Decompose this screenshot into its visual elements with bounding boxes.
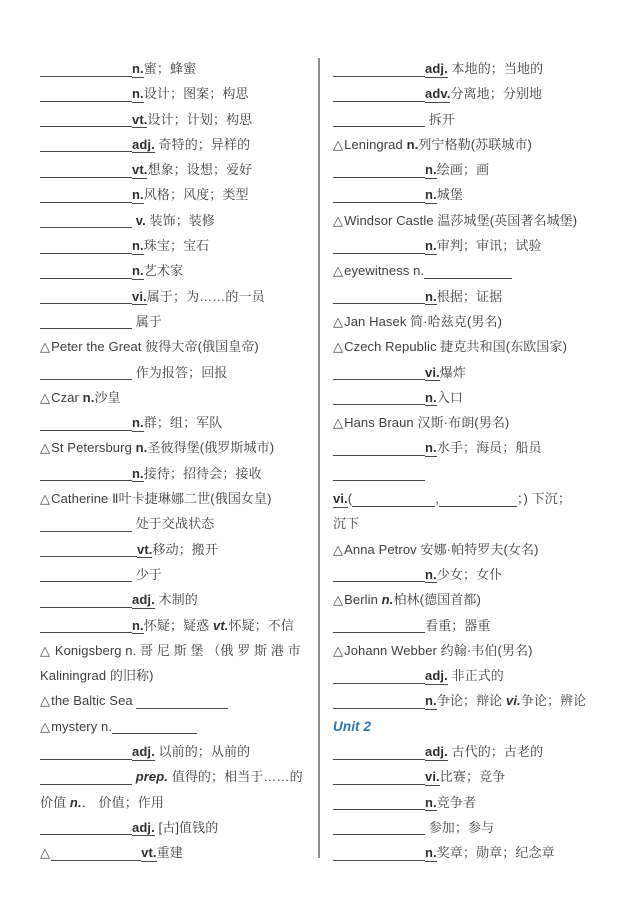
pos-tag: n. (425, 693, 437, 709)
blank-underline (40, 248, 132, 254)
text-run: 重建 (156, 845, 183, 861)
pos-tag: vi. (505, 693, 521, 709)
triangle-marker: △ (333, 313, 344, 329)
pos-tag: n. (425, 288, 437, 304)
triangle-marker: △ (40, 718, 51, 734)
blank-underline (424, 273, 512, 279)
vocab-row (40, 815, 316, 840)
text-run: Johann Webber 约翰·韦伯(男名) (344, 642, 533, 658)
text-run: 装饰；装修 (145, 212, 216, 228)
pos-tag: adj. (132, 136, 155, 152)
triangle-marker: △ (333, 415, 344, 431)
blank-underline (40, 602, 132, 608)
pos-tag: prep. (135, 769, 169, 785)
triangle-marker: △ (40, 491, 51, 507)
unit-heading: Unit 2 (333, 718, 372, 734)
vocab-row (40, 410, 316, 435)
pos-tag: adj. (425, 744, 448, 760)
text-run: 属于 (132, 313, 162, 329)
blank-underline (112, 728, 197, 734)
pos-tag: n. (135, 440, 148, 456)
pos-tag: vi. (425, 769, 440, 785)
pos-tag: n. (132, 263, 144, 279)
blank-underline (40, 222, 132, 228)
blank-underline (40, 121, 132, 127)
vocab-row (333, 334, 615, 359)
text-run: 古代的；古老的 (447, 744, 544, 760)
pos-tag: n. (132, 465, 144, 481)
triangle-marker: △ (333, 339, 344, 355)
text-run: 沙皇 (94, 389, 121, 405)
pos-tag: adj. (132, 592, 155, 608)
blank-underline (40, 197, 132, 203)
pos-tag: vt. (141, 845, 157, 861)
vocab-row (40, 663, 316, 688)
pos-tag: adj. (132, 744, 155, 760)
pos-tag: n. (82, 389, 95, 405)
text-run: ( (347, 491, 353, 507)
text-run: 移动；搬开 (152, 541, 218, 557)
text-run: 奇特的；异样的 (154, 136, 251, 152)
vocab-row (333, 461, 615, 486)
blank-underline (333, 829, 425, 835)
vocab-row (333, 840, 615, 865)
vocab-row (333, 385, 615, 410)
blank-underline (333, 374, 425, 380)
text-run: 绘画；画 (436, 162, 490, 178)
text-run: 设计；计划；构思 (147, 111, 253, 127)
vocab-row (40, 334, 316, 359)
vocab-row (333, 309, 615, 334)
text-run: 柏林(德国首都) (393, 592, 481, 608)
text-run: 少女；女仆 (436, 566, 503, 582)
text-run: Jan Hasek 简·哈兹克(男名) (344, 313, 503, 329)
left-column (40, 56, 316, 866)
triangle-marker: △ (333, 592, 344, 608)
blank-underline (40, 627, 132, 633)
triangle-marker: △ (40, 389, 51, 405)
pos-tag: n. (69, 794, 82, 810)
vocab-row (333, 107, 615, 132)
vocab-row (333, 815, 615, 840)
blank-underline (333, 779, 425, 785)
vocab-row (40, 360, 316, 385)
pos-tag: n. (381, 592, 394, 608)
text-run: 蜜；蜂蜜 (143, 61, 197, 76)
pos-tag: vt. (132, 162, 148, 178)
vocab-row (40, 486, 316, 511)
pos-tag: n. (132, 238, 144, 254)
text-run: 木制的 (154, 592, 198, 608)
text-run: 奖章；勋章；纪念章 (436, 845, 555, 861)
vocab-row (333, 714, 615, 739)
vocab-row (40, 562, 316, 587)
blank-underline (40, 71, 132, 77)
text-run: Leningrad (344, 136, 407, 152)
pos-tag: n. (425, 162, 437, 178)
vocab-row (40, 688, 316, 713)
text-run: 水手；海员；船员 (436, 440, 542, 456)
vocab-row (333, 132, 615, 157)
vocab-row (333, 688, 615, 713)
vocab-row (333, 638, 615, 663)
blank-underline (333, 197, 425, 203)
pos-tag: n. (132, 61, 144, 76)
pos-tag: adj. (132, 819, 155, 835)
text-run: 竞争者 (436, 794, 477, 810)
blank-underline (333, 804, 425, 810)
text-run: Kaliningrad 的旧称) (40, 668, 154, 684)
blank-underline (333, 298, 425, 304)
triangle-marker: △ (40, 845, 51, 861)
text-run: 怀疑；疑惑 (143, 617, 213, 633)
text-run: 怀疑；不信 (228, 617, 294, 633)
vocab-row (333, 81, 615, 106)
text-run: the Baltic Sea (51, 693, 137, 709)
blank-underline (333, 71, 425, 77)
vocab-row (333, 562, 615, 587)
vocab-row (40, 182, 316, 207)
vocab-row (333, 157, 615, 182)
pos-tag: n. (132, 415, 144, 431)
pos-tag: adj. (425, 61, 448, 76)
text-run: 少于 (132, 566, 162, 582)
blank-underline (40, 829, 132, 835)
blank-underline (333, 754, 425, 760)
text-run: 风格；风度；类型 (143, 187, 249, 203)
blank-underline (40, 96, 132, 102)
vocab-row (333, 182, 615, 207)
blank-underline (136, 703, 228, 709)
vocab-row (40, 107, 316, 132)
text-run: eyewitness n. (344, 263, 425, 279)
vocab-row (40, 537, 316, 562)
pos-tag: n. (406, 136, 419, 152)
text-run: 参加；参与 (425, 819, 495, 835)
vocab-row (40, 613, 316, 638)
vocab-row (40, 764, 316, 789)
blank-underline (333, 450, 425, 456)
pos-tag: n. (425, 238, 437, 254)
right-column (333, 56, 615, 866)
text-run: 想象；设想；爱好 (147, 162, 253, 178)
blank-underline (40, 273, 132, 279)
text-run: 争论；辨论 (520, 693, 587, 709)
text-run: 争论；辩论 (436, 693, 506, 709)
pos-tag: n. (425, 389, 437, 405)
text-run: Anna Petrov 安娜·帕特罗夫(女名) (344, 541, 539, 557)
vocab-row (333, 486, 615, 511)
vocab-row (40, 739, 316, 764)
vocab-row (40, 81, 316, 106)
pos-tag: vi. (425, 364, 440, 380)
pos-tag: vt. (212, 617, 229, 633)
text-run: Peter the Great 彼得大帝(俄国皇帝) (51, 339, 259, 355)
pos-tag: vi. (132, 288, 147, 304)
vocab-row (40, 258, 316, 283)
vocab-row (333, 208, 615, 233)
triangle-marker: △ (333, 212, 344, 228)
vocab-row (40, 638, 316, 663)
vocab-row (333, 511, 615, 536)
triangle-marker: △ (40, 693, 51, 709)
blank-underline (333, 399, 425, 405)
blank-underline (40, 779, 132, 785)
vocab-row (40, 435, 316, 460)
blank-underline (40, 146, 132, 152)
blank-underline (439, 501, 517, 507)
text-run: 爆炸 (439, 364, 466, 380)
blank-underline (40, 754, 132, 760)
text-run: St Petersburg (51, 440, 136, 456)
text-run: 看重；器重 (425, 617, 491, 633)
vocab-row (333, 258, 615, 283)
blank-underline (352, 501, 435, 507)
vocab-row (40, 511, 316, 536)
blank-underline (40, 576, 132, 582)
text-run: 非正式的 (447, 668, 504, 684)
text-run: 以前的；从前的 (154, 744, 251, 760)
text-run: Windsor Castle 温莎城堡(英国著名城堡) (344, 212, 578, 228)
triangle-marker: △ (333, 541, 344, 557)
pos-tag: v. (135, 212, 146, 228)
text-run: 入口 (436, 389, 463, 405)
text-run: mystery n. (51, 718, 113, 734)
pos-tag: n. (425, 566, 437, 582)
vocab-row (333, 663, 615, 688)
vocab-row (40, 284, 316, 309)
blank-underline (333, 121, 425, 127)
vocab-row (40, 385, 316, 410)
triangle-marker: △ (40, 642, 51, 658)
vocab-row (40, 309, 316, 334)
triangle-marker: △ (40, 440, 51, 456)
vocab-row (333, 764, 615, 789)
blank-underline (40, 526, 132, 532)
text-run: 根据；证据 (436, 288, 503, 304)
vocab-row (40, 208, 316, 233)
text-run: Catherine Ⅱ叶卡捷琳娜二世(俄国女皇) (51, 491, 272, 507)
text-run: Czech Republic 捷克共和国(东欧国家) (344, 339, 568, 355)
vocab-row (333, 587, 615, 612)
text-run: Hans Braun 汉斯·布朗(男名) (344, 415, 510, 431)
text-run: Konigsberg n. 哥 尼 斯 堡 （俄 罗 斯 港 市 (51, 642, 301, 658)
text-run: 价值 (40, 794, 70, 810)
pos-tag: n. (425, 440, 437, 456)
triangle-marker: △ (40, 339, 51, 355)
pos-tag: adv. (425, 86, 451, 102)
blank-underline (333, 248, 425, 254)
pos-tag: n. (425, 187, 437, 203)
text-run: ；) 下沉； (516, 491, 571, 507)
vocab-row (40, 461, 316, 486)
blank-underline (333, 703, 425, 709)
pos-tag: n. (425, 794, 437, 810)
vocab-row (40, 840, 316, 865)
vocab-row (40, 714, 316, 739)
blank-underline (333, 96, 425, 102)
text-run: 圣彼得堡(俄罗斯城市) (147, 440, 275, 456)
blank-underline (40, 475, 132, 481)
pos-tag: n. (132, 187, 144, 203)
blank-underline (333, 627, 425, 633)
vocab-row (333, 537, 615, 562)
vocab-row (333, 790, 615, 815)
column-divider (318, 58, 320, 858)
text-run: 城堡 (436, 187, 463, 203)
text-run: 设计；图案；构思 (143, 86, 249, 102)
blank-underline (40, 551, 137, 557)
blank-underline (40, 172, 132, 178)
blank-underline (333, 855, 425, 861)
vocab-row (333, 739, 615, 764)
blank-underline (40, 425, 132, 431)
vocab-row (40, 790, 316, 815)
blank-underline (333, 475, 425, 481)
text-run: 值得的；相当于……的 (168, 769, 303, 785)
triangle-marker: △ (333, 136, 344, 152)
vocab-row (333, 360, 615, 385)
vocab-row (40, 132, 316, 157)
pos-tag: n. (132, 617, 144, 633)
vocab-row (333, 613, 615, 638)
pos-tag: vt. (137, 541, 153, 557)
text-run: 接待；招待会；接收 (143, 465, 262, 481)
vocab-row (40, 56, 316, 81)
text-run: 拆开 (425, 111, 455, 127)
text-run: 沉下 (333, 516, 360, 532)
blank-underline (40, 298, 132, 304)
text-run: 比赛；竞争 (439, 769, 506, 785)
text-run: ． 价值；作用 (81, 794, 164, 810)
triangle-marker: △ (333, 263, 344, 279)
text-run: 属于；为……的一员 (146, 288, 265, 304)
vocab-row (40, 233, 316, 258)
text-run: 列宁格勒(苏联城市) (418, 136, 532, 152)
vocab-row (333, 435, 615, 460)
blank-underline (333, 172, 425, 178)
pos-tag: vt. (132, 111, 148, 127)
text-run: [古]值钱的 (154, 819, 219, 835)
triangle-marker: △ (333, 642, 344, 658)
vocab-row (333, 410, 615, 435)
text-run: 作为报答；回报 (132, 364, 228, 380)
vocab-row (333, 56, 615, 81)
blank-underline (40, 374, 132, 380)
text-run: 分离地；分别地 (450, 86, 543, 102)
text-run: 珠宝；宝石 (143, 238, 210, 254)
text-run: 处于交战状态 (132, 516, 215, 532)
pos-tag: n. (132, 86, 144, 102)
text-run: 本地的；当地的 (447, 61, 544, 76)
blank-underline (333, 576, 425, 582)
pos-tag: n. (425, 845, 437, 861)
vocab-row (333, 284, 615, 309)
blank-underline (333, 678, 425, 684)
text-run: 艺术家 (143, 263, 184, 279)
text-run: , (435, 491, 439, 507)
text-run: 审判；审讯；试验 (436, 238, 542, 254)
blank-underline (51, 855, 141, 861)
text-run: 群；组；军队 (143, 415, 223, 431)
pos-tag: adj. (425, 668, 448, 684)
vocab-row (40, 157, 316, 182)
pos-tag: vi. (333, 491, 348, 507)
vocab-row (333, 233, 615, 258)
text-run: Berlin (344, 592, 382, 608)
blank-underline (40, 323, 132, 329)
vocab-row (40, 587, 316, 612)
text-run: Czar (51, 389, 83, 405)
